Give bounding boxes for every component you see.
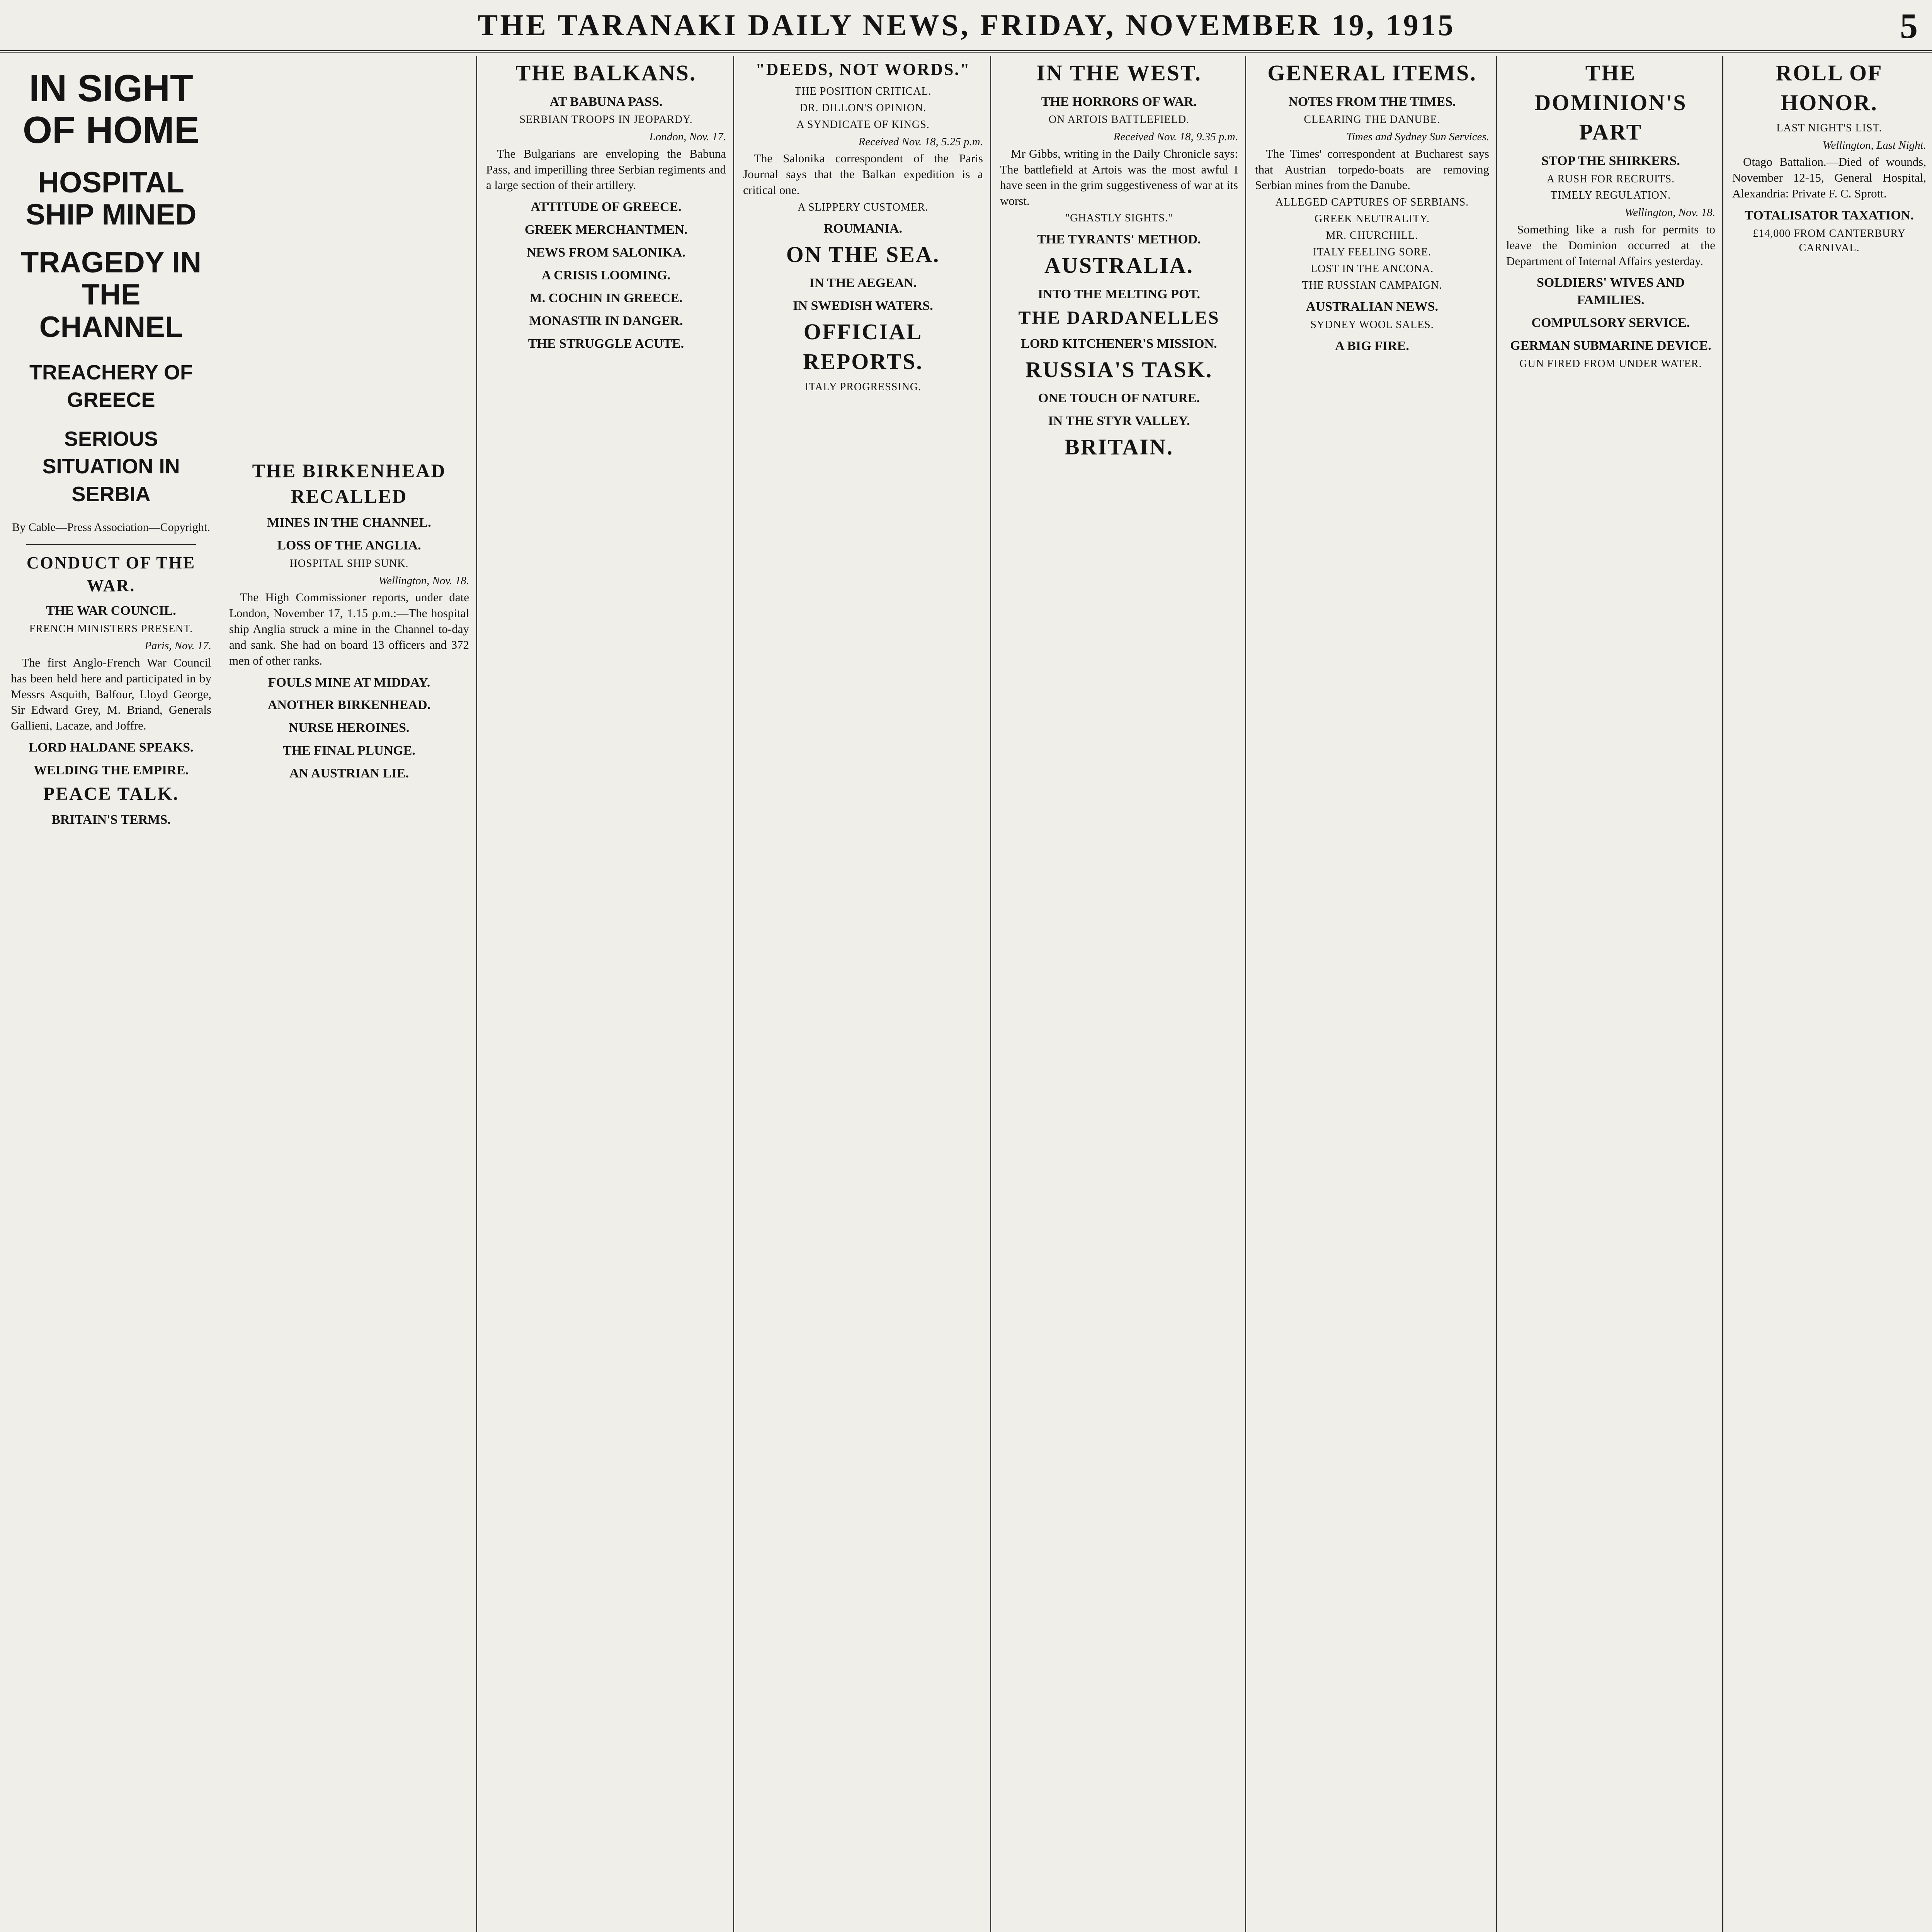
slippery-sub: A SLIPPERY CUSTOMER. [798,201,929,213]
dominion-dateline: Wellington, Nov. 18. [1624,206,1715,219]
submarine-sub: GERMAN SUBMARINE DEVICE. [1510,338,1711,353]
swedish-sub: IN SWEDISH WATERS. [793,299,933,313]
shirkers-sub: STOP THE SHIRKERS. [1541,153,1680,168]
rush-sub: A RUSH FOR RECRUITS. [1546,173,1675,185]
position-critical-sub: THE POSITION CRITICAL. [794,85,932,98]
one-touch-sub: ONE TOUCH OF NATURE. [1038,391,1200,406]
deeds-column [736,56,991,1932]
west-head: IN THE WEST. [1036,60,1202,85]
french-ministers-sub: FRENCH MINISTERS PRESENT. [29,622,193,635]
general-body: The Times' correspondent at Bucharest says that Austrian torpedo-boats are removing Serbian mines from the Danube. [1255,146,1489,192]
australia-head: AUSTRALIA. [1044,253,1194,278]
front-column [4,56,218,1932]
dominion-column [1499,56,1723,1932]
another-birkenhead-sub: ANOTHER BIRKENHEAD. [267,698,431,713]
ghastly-sub: "GHASTLY SIGHTS." [1065,212,1173,224]
headline-treachery: TREACHERY OF GREECE [29,361,193,412]
styr-sub: IN THE STYR VALLEY. [1048,414,1190,429]
aegean-sub: IN THE AEGEAN. [809,276,917,291]
regulation-sub: TIMELY REGULATION. [1550,189,1671,202]
roumania-sub: ROUMANIA. [823,221,903,236]
churchill-sub: MR. CHURCHILL. [1326,230,1418,242]
captures-sub: ALLEGED CAPTURES OF SERBIANS. [1275,196,1469,209]
last-night-sub: LAST NIGHT'S LIST. [1776,122,1882,134]
tyrants-sub: THE TYRANTS' METHOD. [1037,232,1201,247]
italy-sore-sub: ITALY FEELING SORE. [1313,246,1432,259]
headline-tragedy: TRAGEDY IN THE CHANNEL [20,246,202,344]
australian-news-sub: AUSTRALIAN NEWS. [1306,299,1438,314]
haldane-sub: LORD HALDANE SPEAKS. [29,740,194,755]
deeds-head: "DEEDS, NOT WORDS." [755,60,971,79]
italy-progressing-sub: ITALY PROGRESSING. [804,381,922,393]
dillon-sub: DR. DILLON'S OPINION. [799,102,927,114]
birkenhead-head: THE BIRKENHEAD RECALLED [252,460,446,507]
dominion-head: THE DOMINION'S PART [1534,60,1687,145]
melting-pot-sub: INTO THE MELTING POT. [1037,287,1201,301]
crisis-sub: A CRISIS LOOMING. [541,268,671,282]
serbian-troops-sub: SERBIAN TROOPS IN JEOPARDY. [519,114,693,126]
war-conduct-dateline: Paris, Nov. 17. [145,639,211,652]
honor-column [1725,56,1932,1932]
balkans-body: The Bulgarians are enveloping the Babuna Pass, and imperilling three Serbian regiments and a large section of their artillery. [486,146,726,192]
anglia-sub: LOSS OF THE ANGLIA. [277,538,421,553]
official-reports-head: OFFICIAL REPORTS. [803,319,923,374]
balkans-dateline: London, Nov. 17. [649,131,726,143]
compulsory-sub: COMPULSORY SERVICE. [1531,316,1690,330]
honor-head: ROLL OF HONOR. [1776,60,1883,115]
austrian-lie-sub: AN AUSTRIAN LIE. [289,766,409,781]
kitchener-sub: LORD KITCHENER'S MISSION. [1021,336,1217,351]
birkenhead-dateline: Wellington, Nov. 18. [378,574,469,587]
masthead [0,0,1932,53]
headline-hospital-ship: HOSPITAL SHIP MINED [26,166,197,231]
peace-talk-head: PEACE TALK. [43,784,179,804]
russia-head: RUSSIA'S TASK. [1025,357,1213,382]
west-column [993,56,1246,1932]
attitude-greece-sub: ATTITUDE OF GREECE. [531,200,682,214]
general-column [1248,56,1497,1932]
salonika-sub: NEWS FROM SALONIKA. [527,245,685,260]
honor-dateline: Wellington, Last Night. [1822,139,1926,152]
west-dateline: Received Nov. 18, 9.35 p.m. [1113,131,1238,143]
artois-sub: ON ARTOIS BATTLEFIELD. [1048,114,1190,126]
byline: By Cable—Press Association—Copyright. [12,520,210,534]
welding-sub: WELDING THE EMPIRE. [34,763,189,778]
times-notes-sub: NOTES FROM THE TIMES. [1288,94,1456,109]
headline-serbia: SERIOUS SITUATION IN SERBIA [42,427,180,506]
war-conduct-head: CONDUCT OF THE WAR. [26,553,196,595]
danube-sub: CLEARING THE DANUBE. [1304,114,1440,126]
birkenhead-body: The High Commissioner reports, under date London, November 17, 1.15 p.m.:—The hospital ship Anglia struck a mine in the Channel to-day and sank. She had on board 13 officers and 372 men of other ranks. [229,590,469,667]
cochin-sub: M. COCHIN IN GREECE. [529,291,683,305]
struggle-sub: THE STRUGGLE ACUTE. [528,336,684,351]
ancona-sub: LOST IN THE ANCONA. [1310,263,1434,275]
gun-fired-sub: GUN FIRED FROM UNDER WATER. [1519,357,1702,370]
dominion-body: Something like a rush for permits to leave the Dominion occurred at the Department of Internal Affairs yesterday. [1506,222,1715,268]
birkenhead-column [222,56,477,1932]
wives-sub: SOLDIERS' WIVES AND FAMILIES. [1537,276,1685,308]
general-dateline: Times and Sydney Sun Services. [1346,131,1489,143]
deeds-body: The Salonika correspondent of the Paris Journal says that the Balkan expedition is a critical one. [743,151,983,197]
fouls-mine-sub: FOULS MINE AT MIDDAY. [268,675,430,690]
honor-body: Otago Battalion.—Died of wounds, November 12-15, General Hospital, Alexandria: Private F. C. Sprott. [1732,155,1926,201]
balkans-head: THE BALKANS. [515,60,697,85]
greek-neutrality-sub: GREEK NEUTRALITY. [1314,213,1430,225]
britains-terms-sub: BRITAIN'S TERMS. [51,813,171,827]
page-number: 5 [1900,6,1918,46]
general-head: GENERAL ITEMS. [1267,60,1477,85]
deeds-dateline: Received Nov. 18, 5.25 p.m. [858,135,983,148]
war-council-sub: THE WAR COUNCIL. [46,603,176,618]
final-plunge-sub: THE FINAL PLUNGE. [283,743,415,758]
big-fire-sub: A BIG FIRE. [1335,338,1409,353]
syndicate-sub: A SYNDICATE OF KINGS. [796,118,930,131]
russian-campaign-sub: THE RUSSIAN CAMPAIGN. [1302,279,1442,292]
headline-in-sight-of-home: IN SIGHT OF HOME [22,67,200,151]
balkans-column [479,56,734,1932]
monastir-sub: MONASTIR IN DANGER. [529,313,683,328]
horrors-sub: THE HORRORS OF WAR. [1041,94,1197,109]
mines-sub: MINES IN THE CHANNEL. [267,515,431,530]
totalisator-sub: TOTALISATOR TAXATION. [1745,208,1914,223]
babuna-sub: AT BABUNA PASS. [549,94,663,109]
dardanelles-head: THE DARDANELLES [1018,307,1220,328]
on-the-sea-head: ON THE SEA. [786,242,940,267]
nurse-heroines-sub: NURSE HEROINES. [289,721,410,735]
newspaper-title: THE TARANAKI DAILY NEWS, FRIDAY, NOVEMBER 19, 1915 [478,8,1456,42]
west-body: Mr Gibbs, writing in the Daily Chronicle says: The battlefield at Artois was the most awful I have seen in the grim suggestiveness of war at its worst. [1000,146,1238,208]
war-conduct-body: The first Anglo-French War Council has been held here and participated in by Messrs Asquith, Balfour, Lloyd George, Sir Edward Grey, M. Briand, Generals Gallieni, Lacaze, and Joffre. [11,655,211,733]
britain-head: BRITAIN. [1064,434,1174,460]
greek-merchantmen-sub: GREEK MERCHANTMEN. [524,223,688,237]
hospital-ship-sunk-sub: HOSPITAL SHIP SUNK. [289,557,409,570]
wool-sales-sub: SYDNEY WOOL SALES. [1310,318,1434,331]
carnival-sub: £14,000 FROM CANTERBURY CARNIVAL. [1753,227,1906,254]
